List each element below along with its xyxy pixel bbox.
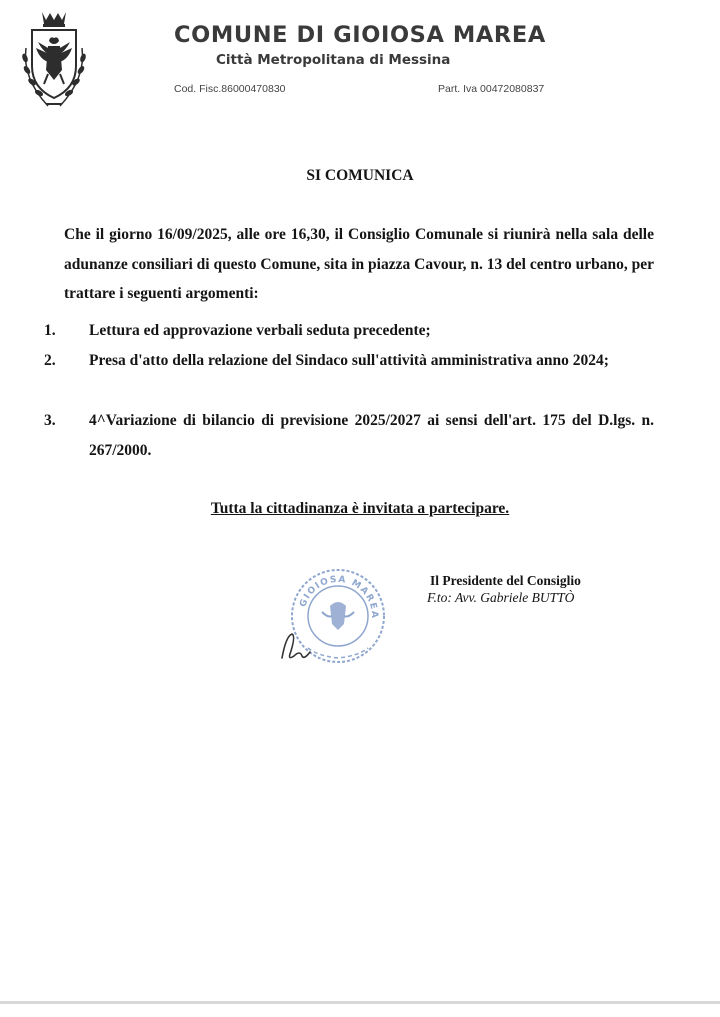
agenda-item bbox=[44, 346, 654, 376]
agenda-item bbox=[44, 316, 654, 346]
municipality-subtitle: Città Metropolitana di Messina bbox=[216, 52, 451, 68]
tax-code: Cod. Fisc.86000470830 bbox=[174, 83, 286, 95]
agenda-item-text: 4^Variazione di bilancio di previsione 2025/2027 ai sensi dell'art. 175 del D.lgs. n. 267/2000. bbox=[89, 412, 654, 459]
agenda-item-text: Lettura ed approvazione verbali seduta precedente; bbox=[89, 322, 431, 339]
municipal-eagle-crest-icon bbox=[18, 8, 90, 112]
notice-intro: Che il giorno 16/09/2025, alle ore 16,30, il Consiglio Comunale si riunirà nella sala delle adunanze consiliari di questo Comune, sita in piazza Cavour, n. 13 del centro urbano, per trattare i seguenti argomenti: bbox=[64, 226, 654, 302]
agenda-item bbox=[44, 406, 654, 465]
page-bottom-edge bbox=[0, 1001, 720, 1004]
vat-number: Part. Iva 00472080837 bbox=[438, 83, 545, 95]
agenda-item-text: Presa d'atto della relazione del Sindaco sull'attività amministrativa anno 2024; bbox=[89, 352, 609, 369]
municipality-title: COMUNE DI GIOIOSA MAREA bbox=[174, 22, 546, 48]
signatory-name: F.to: Avv. Gabriele BUTTÒ bbox=[427, 590, 575, 605]
agenda-item-number: 2. bbox=[44, 352, 56, 369]
notice-heading: SI COMUNICA bbox=[306, 167, 414, 184]
handwritten-signature-icon bbox=[276, 626, 316, 666]
agenda-item-number: 3. bbox=[44, 412, 56, 429]
agenda-item-number: 1. bbox=[44, 322, 56, 339]
invitation-line: Tutta la cittadinanza è invitata a partecipare. bbox=[210, 500, 510, 517]
signatory-role: Il Presidente del Consiglio bbox=[430, 573, 581, 588]
svg-text:GIOIOSA MAREA: GIOIOSA MAREA bbox=[298, 574, 380, 620]
